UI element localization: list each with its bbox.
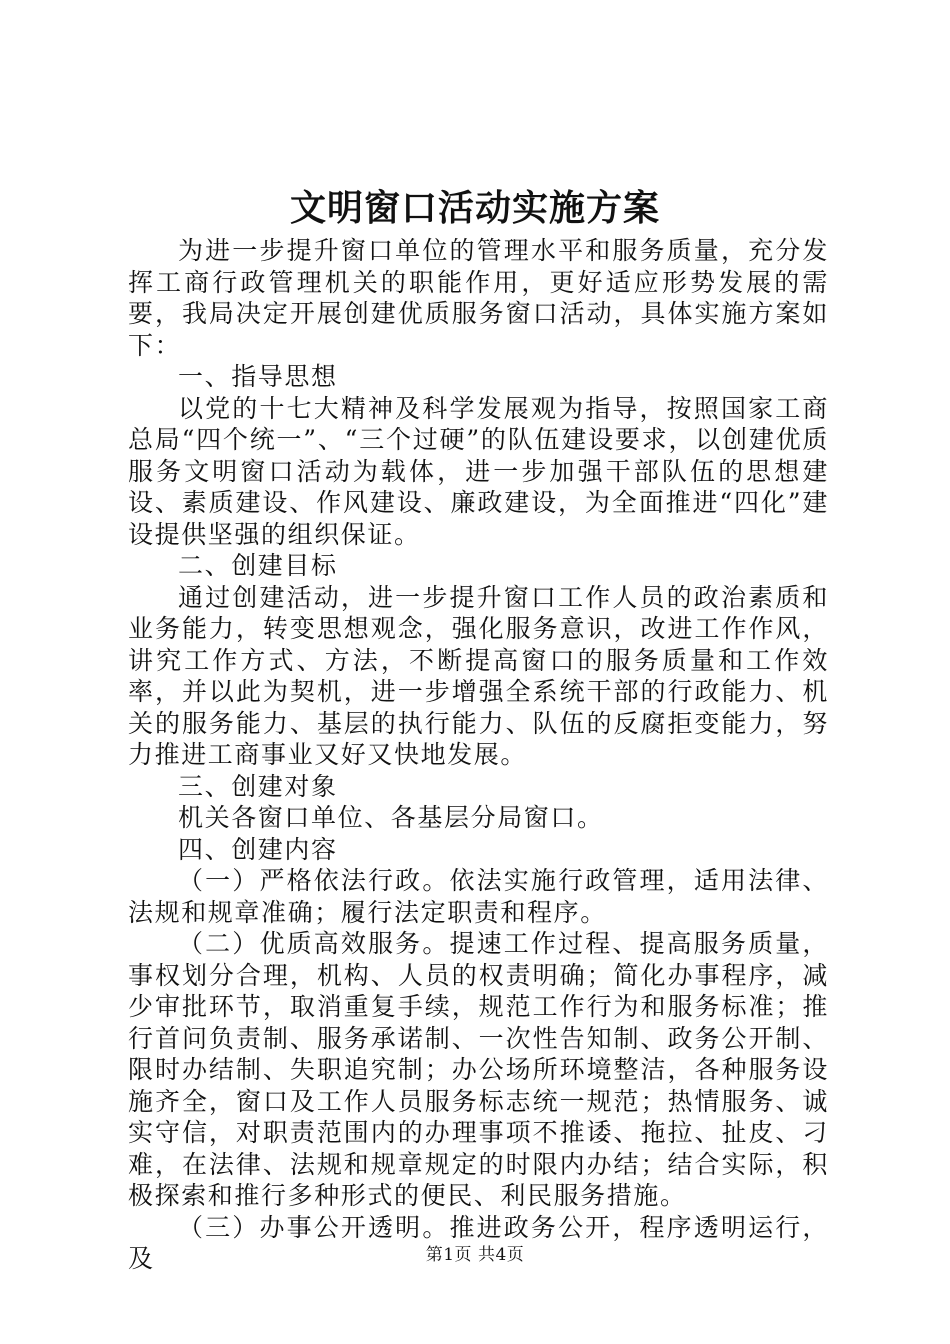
content-item-2: （二）优质高效服务。提速工作过程、提高服务质量，事权划分合理，机构、人员的权责明确；简化办事程序，减少审批环节，取消重复手续，规范工作行为和服务标准；推行首问负责制、服务承诺制、一次性告知制、政务公开制、限时办结制、失职追究制；办公场所环境整洁，各种服务设施齐全，窗口及工作人员服务标志统一规范；热情服务、诚实守信，对职责范围内的办理事项不推诿、拖拉、扯皮、刁难，在法律、法规和规章规定的时限内办结；结合实际，积极探索和推行多种形式的便民、利民服务措施。	[128, 929, 829, 1210]
section-heading-content: 四、创建内容	[178, 834, 338, 864]
section-heading-goals: 二、创建目标	[178, 551, 338, 580]
content-item-3: （三）办事公开透明。推进政务公开，程序透明运行，及	[128, 1212, 829, 1273]
goals-paragraph: 通过创建活动，进一步提升窗口工作人员的政治素质和业务能力，转变思想观念，强化服务意识，改进工作作风，讲究工作方式、方法，不断提高窗口的服务质量和工作效率，并以此为契机，进一步增强全系统干部的行政能力、机关的服务能力、基层的执行能力、队伍的反腐拒变能力，努力推进工商事业又好又快地发展。	[128, 582, 829, 769]
document-body	[128, 235, 829, 1275]
document-title: 文明窗口活动实施方案	[289, 187, 660, 229]
intro-paragraph: 为进一步提升窗口单位的管理水平和服务质量，充分发挥工商行政管理机关的职能作用，更好适应形势发展的需要，我局决定开展创建优质服务窗口活动，具体实施方案如下：	[128, 236, 829, 360]
content-item-1: （一）严格依法行政。依法实施行政管理，适用法律、法规和规章准确；履行法定职责和程序。	[128, 866, 829, 927]
targets-paragraph: 机关各窗口单位、各基层分局窗口。	[178, 803, 604, 832]
section-heading-guiding-ideology: 一、指导思想	[178, 362, 338, 391]
page-number-footer: 第1页 共4页	[425, 1245, 525, 1265]
section-heading-targets: 三、创建对象	[178, 771, 338, 801]
guiding-ideology-paragraph: 以党的十七大精神及科学发展观为指导，按照国家工商总局“四个统一”、“三个过硬”的队伍建设要求，以创建优质服务文明窗口活动为载体，进一步加强干部队伍的思想建设、素质建设、作风建设、廉政建设，为全面推进“四化”建设提供坚强的组织保证。	[128, 393, 829, 549]
